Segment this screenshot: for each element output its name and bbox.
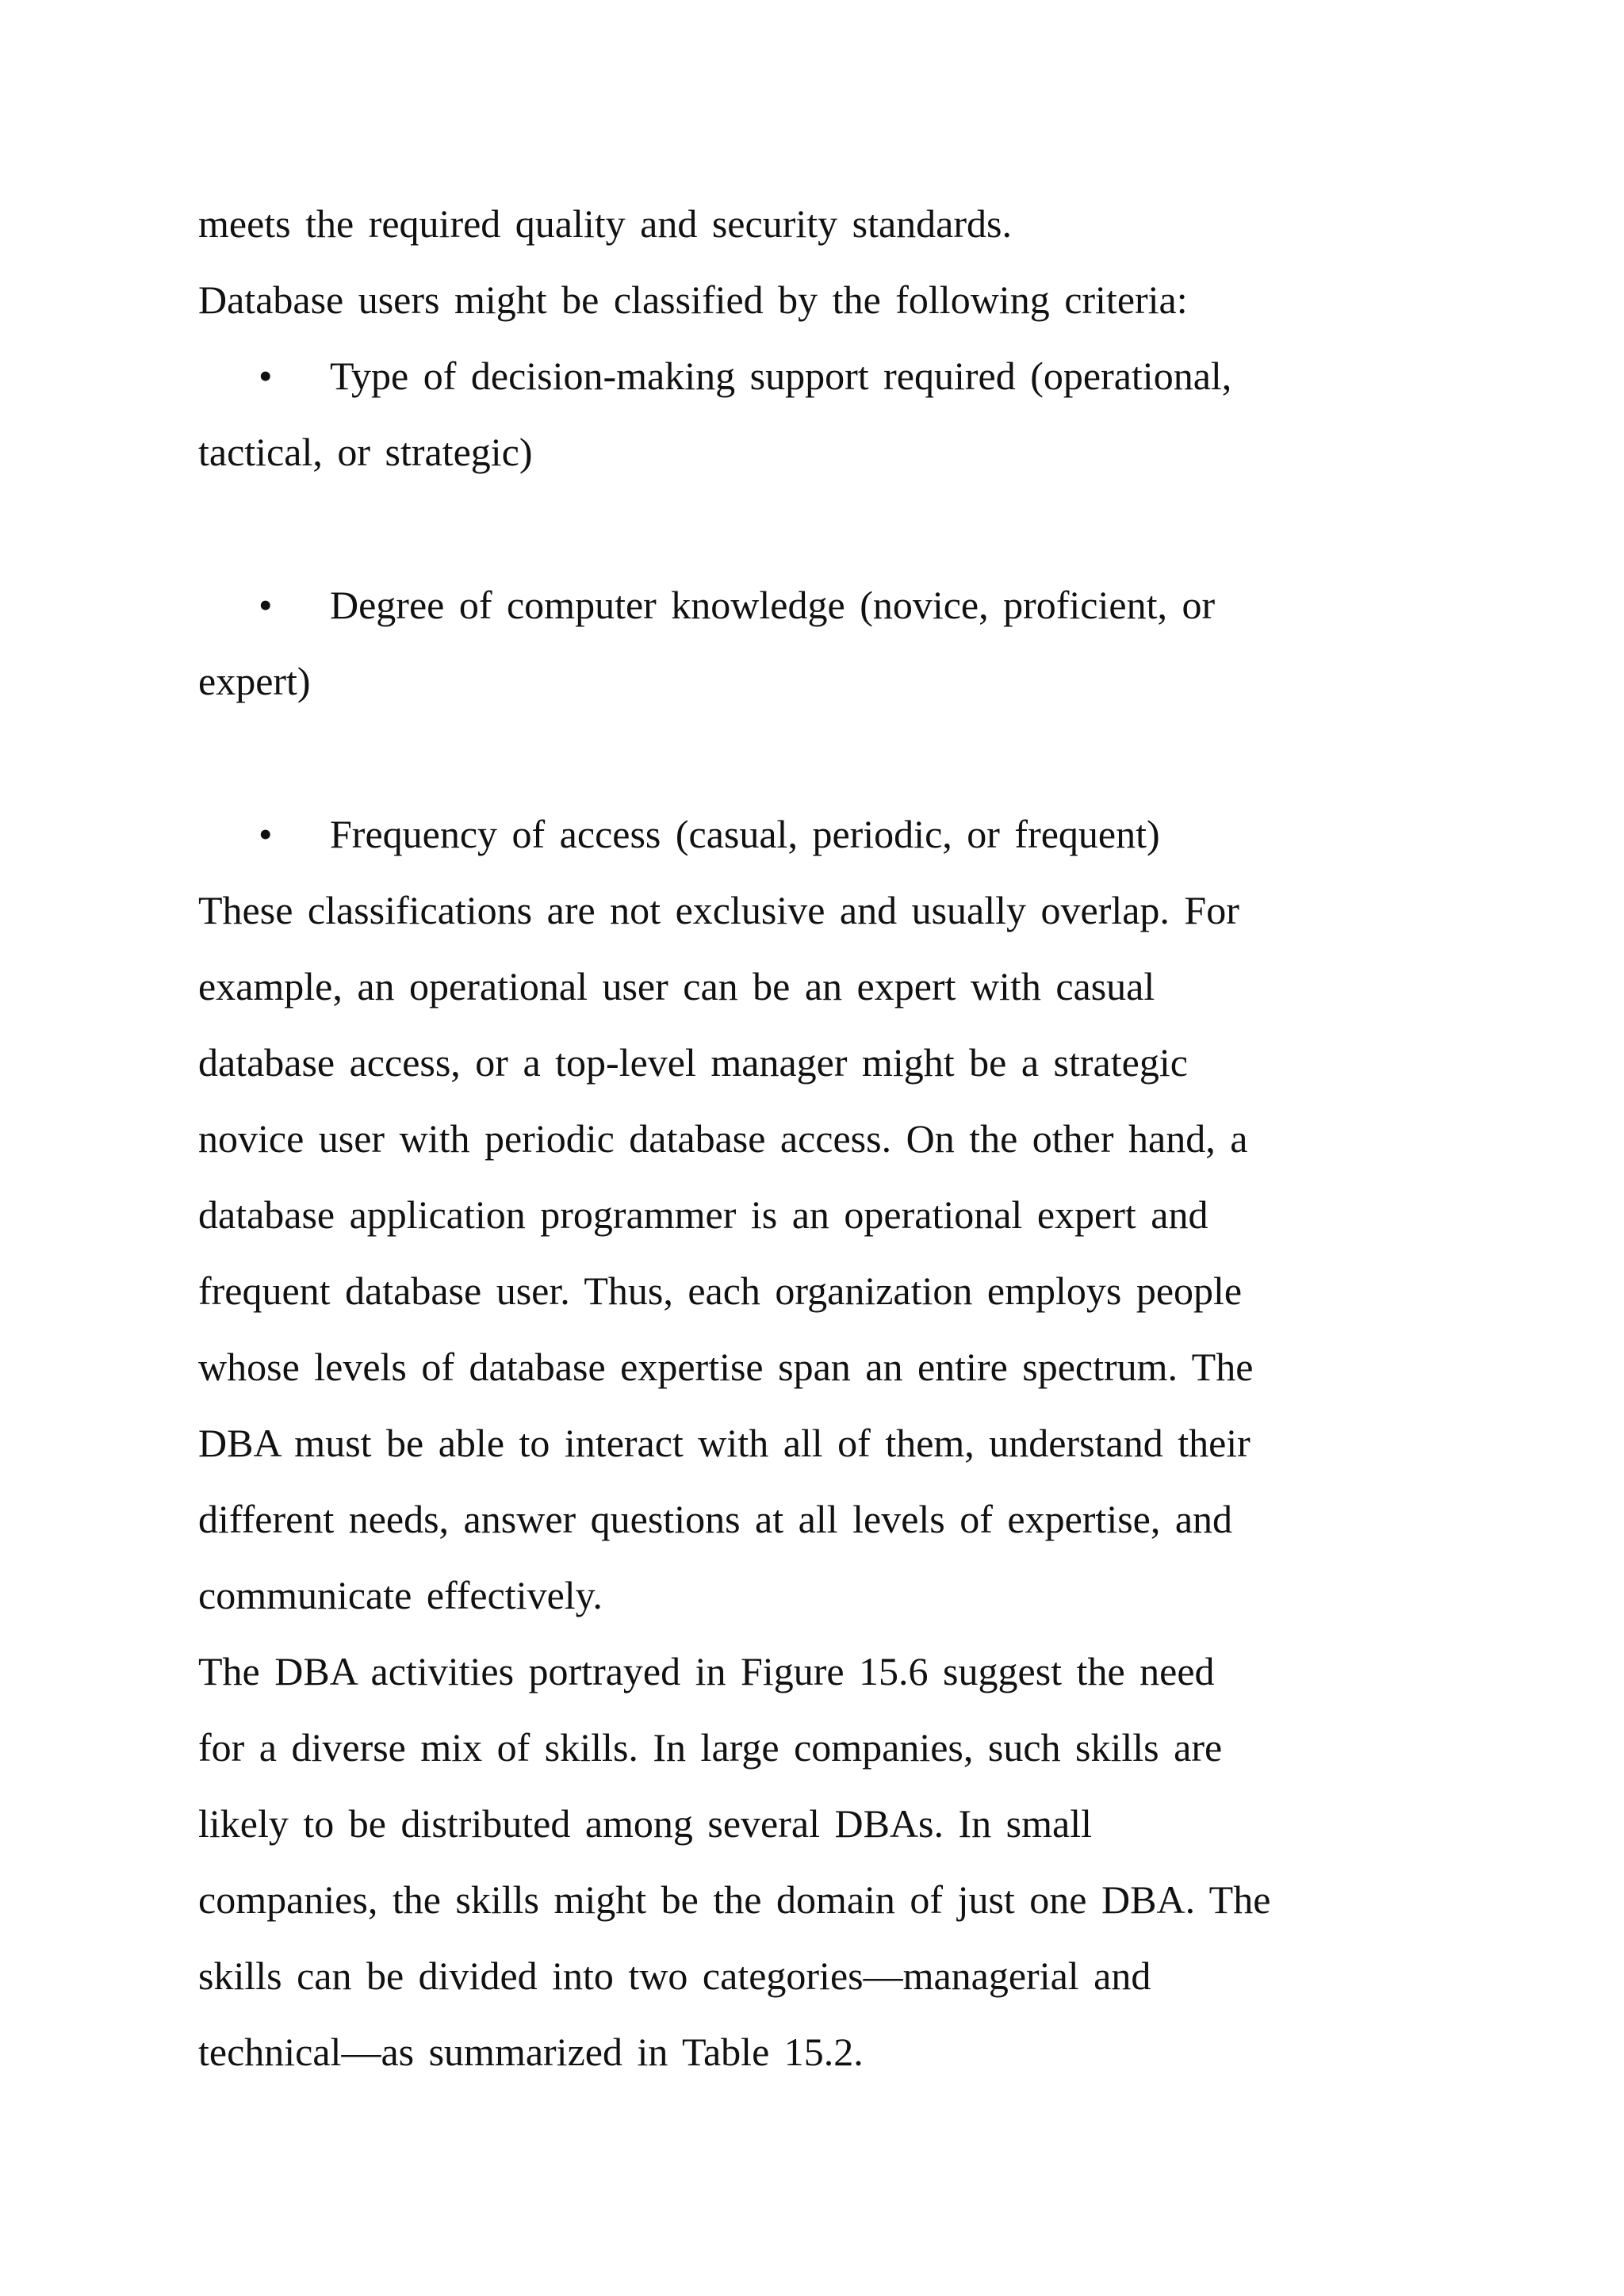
bullet-icon: • — [259, 812, 273, 856]
bullet-item — [259, 810, 1160, 858]
text-line: whose levels of database expertise span an entire spectrum. The — [198, 1345, 1254, 1389]
text-line: DBA must be able to interact with all of them, understand their — [198, 1421, 1251, 1465]
text-line: meets the required quality and security standards. — [198, 201, 1012, 246]
text-line: novice user with periodic database access. On the other hand, a — [198, 1116, 1248, 1161]
text-line: expert) — [198, 659, 311, 703]
text-line: different needs, answer questions at all levels of expertise, and — [198, 1497, 1233, 1541]
text-line: example, an operational user can be an expert with casual — [198, 964, 1155, 1008]
bullet-text: Type of decision-making support required (operational, — [330, 354, 1232, 398]
text-line: Database users might be classified by the following criteria: — [198, 277, 1188, 322]
bullet-icon: • — [259, 354, 273, 398]
text-line: likely to be distributed among several DBAs. In small — [198, 1801, 1092, 1846]
text-line: companies, the skills might be the domain of just one DBA. The — [198, 1877, 1271, 1922]
text-line: frequent database user. Thus, each organization employs people — [198, 1269, 1243, 1313]
bullet-text: Degree of computer knowledge (novice, proficient, or — [330, 583, 1216, 627]
text-line: database application programmer is an operational expert and — [198, 1192, 1208, 1237]
bullet-item — [259, 581, 1215, 629]
text-line: The DBA activities portrayed in Figure 15.6 suggest the need — [198, 1649, 1215, 1693]
text-line: skills can be divided into two categories—managerial and — [198, 1954, 1151, 1998]
bullet-icon: • — [259, 583, 273, 627]
text-line: tactical, or strategic) — [198, 430, 533, 474]
text-line: communicate effectively. — [198, 1573, 603, 1617]
bullet-item — [259, 352, 1231, 400]
bullet-text: Frequency of access (casual, periodic, or frequent) — [330, 812, 1160, 856]
text-line: database access, or a top-level manager might be a strategic — [198, 1040, 1188, 1085]
text-line: These classifications are not exclusive and usually overlap. For — [198, 888, 1239, 932]
text-line: technical—as summarized in Table 15.2. — [198, 2030, 864, 2074]
text-line: for a diverse mix of skills. In large companies, such skills are — [198, 1725, 1223, 1770]
